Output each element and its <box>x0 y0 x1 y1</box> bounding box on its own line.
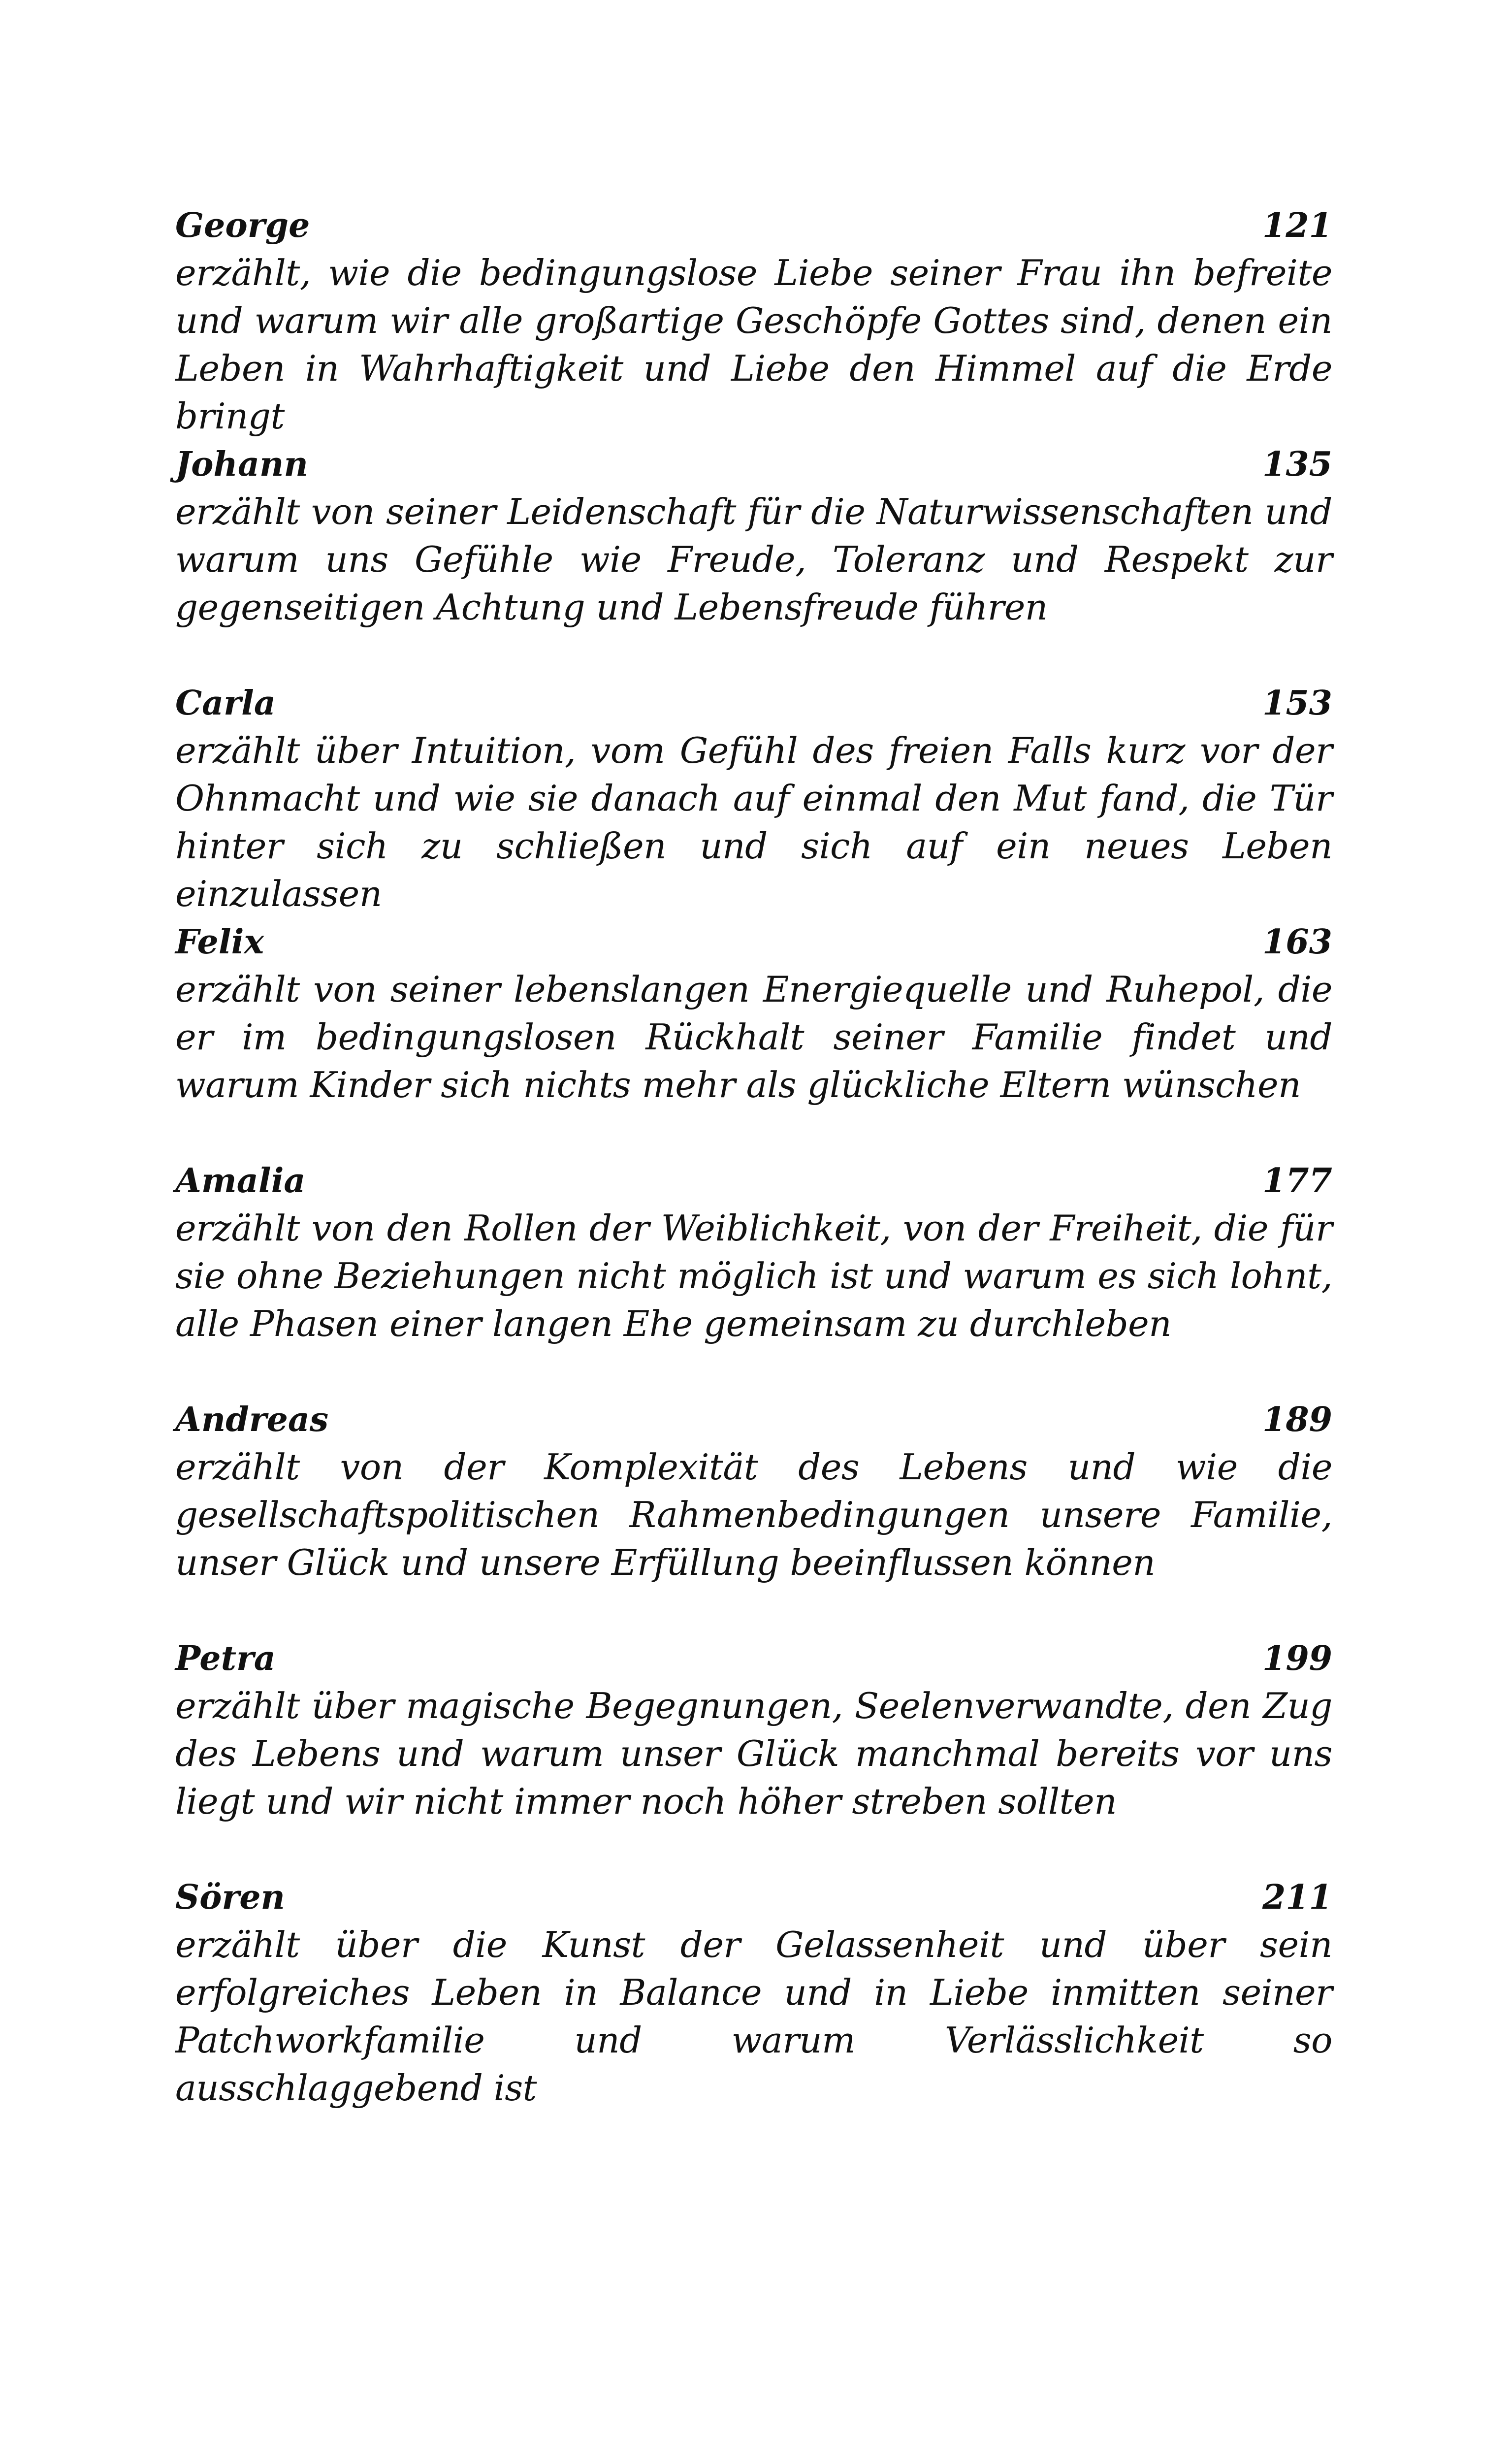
entry-description: erzählt über Intuition, vom Gefühl des freien Falls kurz vor der Ohnmacht und wie sie danach auf einmal den Mut fand, die Tür hinter sich zu schließen und sich auf ein neues Leben einzulassen <box>175 730 1332 914</box>
toc-entry-george <box>175 202 1332 441</box>
entry-name: Andreas <box>175 1400 329 1439</box>
toc-entry-felix <box>175 918 1332 1157</box>
toc-entry-carla <box>175 680 1332 918</box>
entry-description: erzählt von seiner Leidenschaft für die Naturwissenschaften und warum uns Gefühle wie Freude, Toleranz und Respekt zur gegenseitigen Achtung und Lebensfreude führen <box>175 491 1332 628</box>
entry-page-number: 163 <box>1262 922 1332 962</box>
entry-page-number: 199 <box>1262 1639 1332 1678</box>
entry-description: erzählt von den Rollen der Weiblichkeit, von der Freiheit, die für sie ohne Beziehungen nicht möglich ist und warum es sich lohnt, alle Phasen einer langen Ehe gemeinsam zu durchleben <box>175 1207 1332 1344</box>
entry-description: erzählt, wie die bedingungslose Liebe seiner Frau ihn befreite und warum wir alle großartige Geschöpfe Gottes sind, denen ein Leben in Wahrhaftigkeit und Liebe den Himmel auf die Erde bringt <box>175 252 1332 437</box>
entry-description: erzählt von seiner lebenslangen Energiequelle und Ruhepol, die er im bedingungslosen Rückhalt seiner Familie findet und warum Kinder sich nichts mehr als glückliche Eltern wünschen <box>175 969 1332 1106</box>
entry-name: George <box>175 206 310 245</box>
entry-page-number: 189 <box>1262 1400 1332 1439</box>
toc-entry-heading <box>175 918 1332 966</box>
entry-name: Sören <box>175 1878 285 1917</box>
toc-entry-amalia <box>175 1157 1332 1396</box>
toc-entry-petra <box>175 1635 1332 1874</box>
toc-entry-heading <box>175 680 1332 727</box>
entry-description: erzählt von der Komplexität des Lebens und wie die gesellschaftspolitischen Rahmenbedingungen unsere Familie, unser Glück und unsere Erfüllung beeinflussen können <box>175 1446 1332 1583</box>
toc-entry-heading <box>175 202 1332 249</box>
entry-name: Johann <box>175 445 308 484</box>
toc-entry-johann <box>175 441 1332 680</box>
entry-page-number: 211 <box>1262 1878 1332 1917</box>
toc-entry-heading <box>175 1874 1332 1921</box>
toc-entry-andreas <box>175 1396 1332 1635</box>
entry-description: erzählt über die Kunst der Gelassenheit und über sein erfolgreiches Leben in Balance und in Liebe inmitten seiner Patchworkfamilie und warum Verlässlichkeit so ausschlaggebend ist <box>175 1924 1332 2109</box>
toc-entry-heading <box>175 1396 1332 1443</box>
table-of-contents <box>175 202 1332 2113</box>
entry-name: Carla <box>175 684 276 723</box>
entry-description: erzählt über magische Begegnungen, Seelenverwandte, den Zug des Lebens und warum unser Glück manchmal bereits vor uns liegt und wir nicht immer noch höher streben sollten <box>175 1685 1332 1822</box>
toc-entry-heading <box>175 1157 1332 1205</box>
toc-entry-soeren <box>175 1874 1332 2113</box>
entry-name: Petra <box>175 1639 276 1678</box>
entry-page-number: 153 <box>1262 684 1332 723</box>
toc-entry-heading <box>175 1635 1332 1682</box>
entry-page-number: 135 <box>1262 445 1332 484</box>
entry-page-number: 177 <box>1262 1161 1332 1201</box>
entry-name: Felix <box>175 922 264 962</box>
toc-entry-heading <box>175 441 1332 488</box>
entry-page-number: 121 <box>1262 206 1332 245</box>
entry-name: Amalia <box>175 1161 306 1201</box>
